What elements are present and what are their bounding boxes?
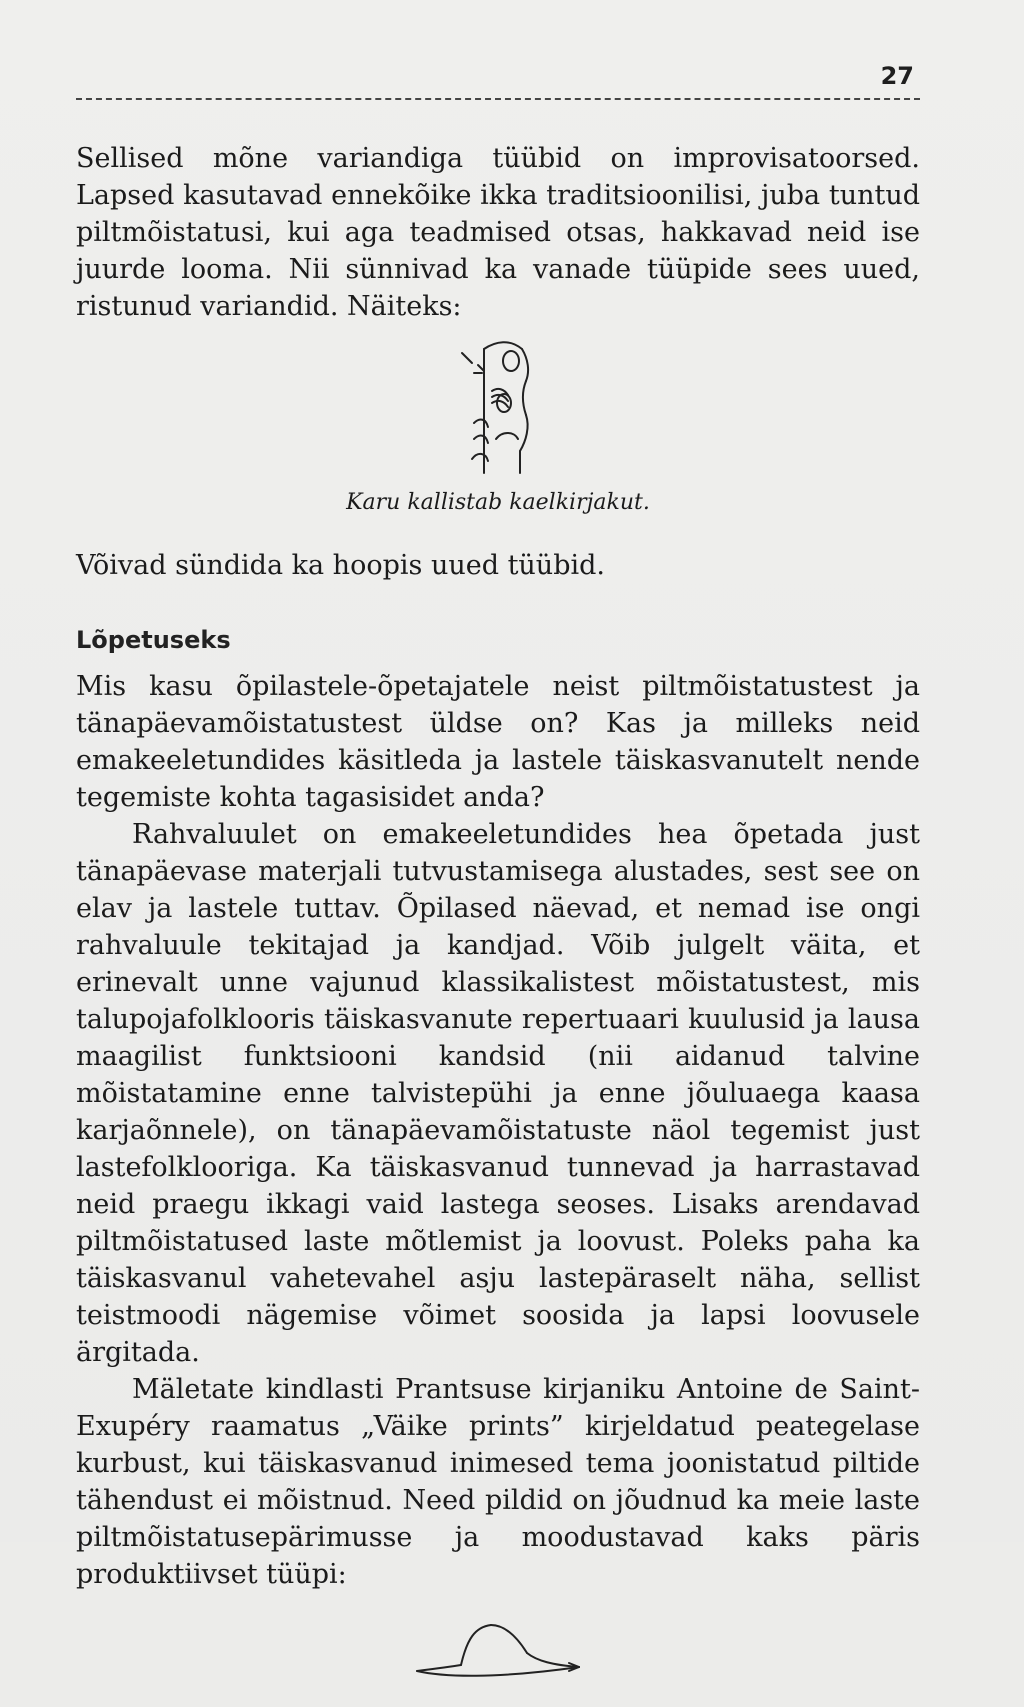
section-paragraph-1: Mis kasu õpilastele-õpetajatele neist piltmõistatustest ja tänapäevamõistatustest üldse on? Kas ja milleks neid emakeeletundides käsitleda ja lastele täiskasvanutelt nende tegemiste kohta tagasisidet anda? xyxy=(76,671,920,813)
bear-hugging-giraffe-drawing-icon xyxy=(438,331,558,481)
illustration-hat-snake xyxy=(76,1619,920,1707)
illustration-bear-giraffe xyxy=(76,331,920,517)
section-heading: Lõpetuseks xyxy=(76,626,231,654)
page-content xyxy=(76,140,920,1707)
figure-caption: Karu kallistab kaelkirjakut. xyxy=(346,490,650,515)
after-figure-paragraph: Võivad sündida ka hoopis uued tüübid. xyxy=(76,550,605,581)
intro-paragraph: Sellised mõne variandiga tüübid on improvisatoorsed. Lapsed kasutavad ennekõike ikka traditsioonilisi, juba tuntud piltmõistatusi, kui aga teadmised otsas, hakkavad neid ise juurde looma. Nii sünnivad ka vanade tüüpide sees uued, ristunud variandid. Näiteks: xyxy=(76,143,920,322)
header-rule xyxy=(76,98,920,100)
page-number: 27 xyxy=(880,62,914,90)
section-paragraph-3: Mäletate kindlasti Prantsuse kirjaniku Antoine de Saint-Exupéry raamatus „Väike prints” kirjeldatud peategelase kurbust, kui täiskasvanud inimesed tema joonistatud piltide tähendust ei mõistnud. Need pildid on jõudnud ka meie laste piltmõistatusepärimusse ja moodustavad kaks päris produktiivset tüüpi: xyxy=(76,1374,920,1590)
section-paragraph-2: Rahvaluulet on emakeeletundides hea õpetada just tänapäevase materjali tutvustamisega alustades, sest see on elav ja lastele tuttav. Õpilased näevad, et nemad ise ongi rahvaluule tekitajad ja kandjad. Võib julgelt väita, et erinevalt unne vajunud klassikalistest mõistatustest, mis talupojafolklooris täiskasvanute repertuaari kuulusid ja lausa maagilist funktsiooni kandsid (nii aidanud talvine mõistatamine enne talvistepühi ja enne jõuluaega kaasa karjaõnnele), on tänapäevamõistatuste näol tegemist just lastefolklooriga. Ka täiskasvanud tunnevad ja harrastavad neid praegu ikkagi vaid lastega seoses. Lisaks arendavad piltmõistatused laste mõtlemist ja loovust. Poleks paha ka täiskasvanul vahetevahel asju lastepäraselt näha, sellist teistmoodi nägemise võimet soosida ja lapsi loovusele ärgitada. xyxy=(76,819,920,1368)
hat-snake-drawing-icon xyxy=(403,1619,593,1697)
